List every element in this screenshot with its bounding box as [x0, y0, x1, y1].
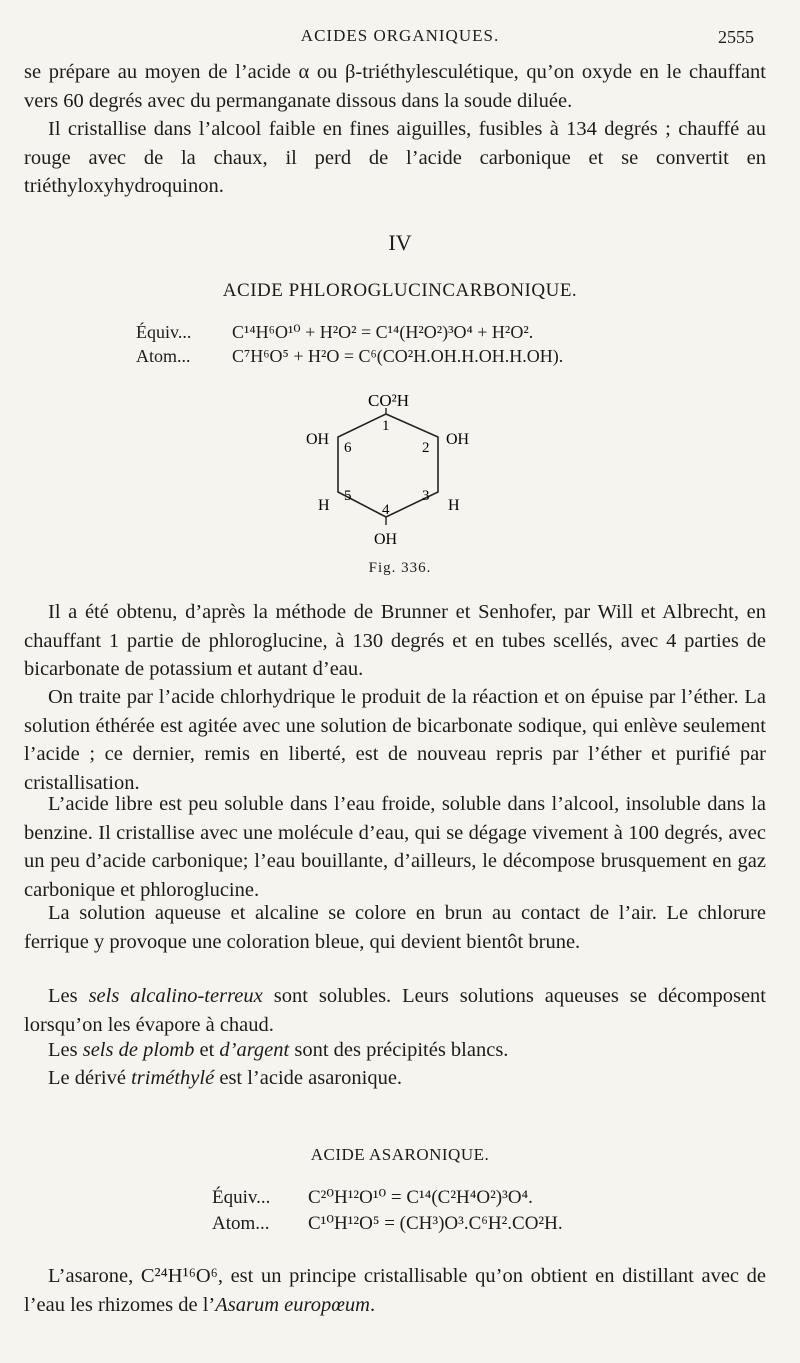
page-number: 2555 — [718, 27, 754, 47]
substituent-left-top: OH — [306, 431, 330, 448]
atom-label: Atom... — [136, 346, 191, 366]
benzene-ring-diagram — [300, 382, 500, 557]
text-run: Les — [48, 985, 89, 1007]
equiv-label: Équiv... — [212, 1187, 271, 1208]
italic-term: Asarum europœum — [215, 1293, 370, 1316]
atom-formula: C¹⁰H¹²O⁵ = (CH³)O³.C⁶H².CO²H. — [308, 1213, 563, 1234]
benzene-ring-figure — [300, 382, 500, 557]
italic-term: sels alcalino-terreux — [88, 985, 263, 1007]
paragraph-coloration: La solution aqueuse et alcaline se colore en brun au contact de l’air. Le chlorure ferrique y provoque une coloration bleue, qui devient bientôt brune. — [24, 902, 766, 953]
paragraph-obtention: Il a été obtenu, d’après la méthode de Brunner et Senhofer, par Will et Albrecht, en chauffant 1 partie de phloroglucine, à 130 degrés et en tubes scellés, avec 4 parties de bicarbonate de potassium et autant d’eau. — [24, 601, 766, 680]
equiv-label: Équiv... — [136, 322, 192, 342]
paragraph-sels-plomb — [24, 1036, 766, 1065]
substituent-right-bottom: H — [448, 497, 460, 514]
text-run: . — [369, 1293, 376, 1316]
asaronique-atom-line — [212, 1212, 563, 1236]
atom-formula-line — [136, 344, 563, 368]
section-title: ACIDE PHLOROGLUCINCARBONIQUE. — [222, 280, 578, 301]
italic-term: triméthylé — [131, 1067, 215, 1089]
position-3: 3 — [422, 488, 430, 504]
substituent-right-top: OH — [446, 431, 470, 448]
position-4: 4 — [382, 502, 390, 518]
position-1: 1 — [382, 418, 390, 434]
page-header — [0, 24, 800, 52]
position-2: 2 — [422, 440, 430, 456]
section-number: IV — [388, 230, 412, 255]
text-run: et — [194, 1039, 220, 1061]
text-run: Les — [48, 1039, 83, 1061]
italic-term: d’argent — [219, 1039, 290, 1061]
paragraph-proprietes: L’acide libre est peu soluble dans l’eau froide, soluble dans l’alcool, insoluble dans la benzine. Il cristallise avec une molécule d’eau, qui se dégage vivement à 100 degrés, avec un peu d’acide carbonique; l’eau bouillante, d’ailleurs, le décompose brusquement en gaz carbonique et phloroglucine. — [24, 793, 766, 901]
section-title-asaronique: ACIDE ASARONIQUE. — [310, 1145, 490, 1164]
figure-caption: Fig. 336. — [368, 560, 432, 576]
intro-paragraph-2: Il cristallise dans l’alcool faible en fines aiguilles, fusibles à 134 degrés ; chauffé au rouge avec de la chaux, il perd de l’acide carbonique et se convertit en triéthyloxyhydroquinon. — [24, 118, 766, 197]
position-5: 5 — [344, 488, 352, 504]
text-run: L’asarone, C²⁴H¹⁶O⁶, est un principe cristallisable qu’on obtient en distillant avec de l’eau les rhizomes de l’ — [24, 1265, 766, 1316]
italic-term: sels de plomb — [82, 1039, 195, 1061]
text-run: sont des précipités blancs. — [289, 1039, 509, 1061]
equiv-formula: C¹⁴H⁶O¹⁰ + H²O² = C¹⁴(H²O²)³O⁴ + H²O². — [232, 322, 534, 342]
equiv-formula-line — [136, 320, 533, 344]
text-run: sont solubles. Leurs solutions aqueuses se décomposent lorsqu’on les évapore à chaud. — [24, 985, 766, 1036]
intro-paragraph-1: se prépare au moyen de l’acide α ou β-triéthylesculétique, qu’on oxyde en le chauffant vers 60 degrés avec du permanganate dissous dans la soude diluée. — [24, 61, 766, 112]
substituent-top: CO²H — [368, 391, 409, 410]
paragraph-derive — [24, 1064, 766, 1093]
text-run: est l’acide asaronique. — [214, 1067, 403, 1089]
substituent-left-bottom: H — [318, 497, 330, 514]
asaronique-equiv-line — [212, 1186, 533, 1210]
running-title: ACIDES ORGANIQUES. — [300, 26, 500, 45]
equiv-formula: C²⁰H¹²O¹⁰ = C¹⁴(C²H⁴O²)³O⁴. — [308, 1187, 533, 1208]
atom-label: Atom... — [212, 1213, 270, 1234]
position-6: 6 — [344, 440, 352, 456]
text-run: Le dérivé — [48, 1067, 132, 1089]
paragraph-traitement: On traite par l’acide chlorhydrique le produit de la réaction et on épuise par l’éther. La solution éthérée est agitée avec une solution de bicarbonate sodique, qui enlève seulement l’acide ; ce dernier, remis en liberté, est de nouveau repris par l’éther et purifié par cristallisation. — [24, 686, 766, 794]
atom-formula: C⁷H⁶O⁵ + H²O = C⁶(CO²H.OH.H.OH.H.OH). — [232, 346, 564, 366]
substituent-bottom: OH — [374, 531, 398, 548]
paragraph-sels-alcalino — [24, 982, 766, 1039]
paragraph-asarone — [24, 1262, 766, 1319]
